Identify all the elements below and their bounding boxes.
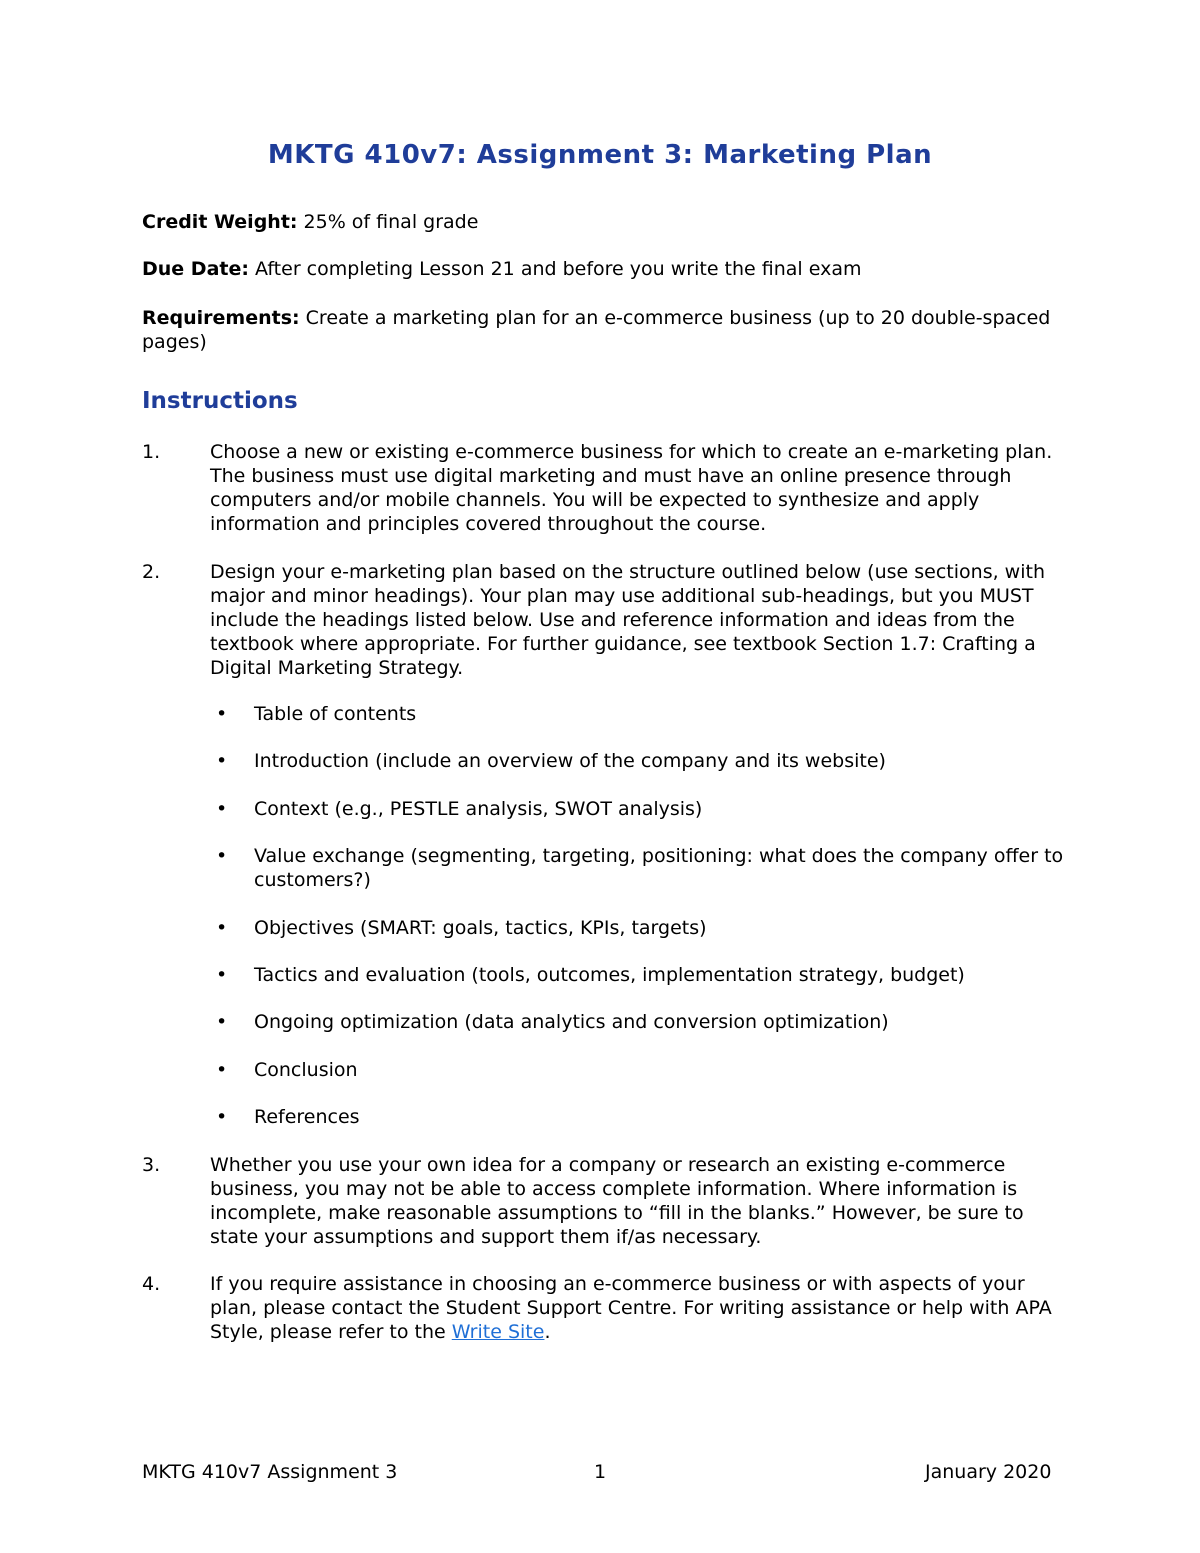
bullet-text: Ongoing optimization (data analytics and conversion optimization): [254, 1011, 889, 1033]
instruction-number: 1.: [142, 441, 161, 463]
credit-weight-value: 25% of final grade: [297, 211, 479, 233]
list-item: [210, 1058, 1070, 1082]
bullet-icon: •: [216, 798, 228, 820]
list-item: [210, 916, 1070, 940]
footer-left: MKTG 410v7 Assignment 3: [142, 1461, 398, 1483]
bullet-icon: •: [216, 750, 228, 772]
bullet-icon: •: [216, 917, 228, 939]
write-site-link[interactable]: Write Site: [451, 1321, 545, 1343]
bullet-icon: •: [216, 1059, 228, 1081]
bullet-icon: •: [216, 845, 228, 867]
bullet-text: Context (e.g., PESTLE analysis, SWOT analysis): [254, 798, 703, 820]
instruction-item-4: [142, 1272, 1072, 1344]
footer-date: January 2020: [925, 1461, 1052, 1483]
instruction-text-before-link: If you require assistance in choosing an e-commerce business or with aspects of your plan, please contact the Student Support Centre. For writing assistance or help with APA Style, please refer to the: [210, 1273, 1052, 1343]
bullet-text: Table of contents: [254, 703, 417, 725]
footer-page-number: 1: [594, 1461, 607, 1483]
requirements-label: Requirements:: [142, 307, 300, 329]
due-date-label: Due Date:: [142, 258, 249, 280]
instructions-heading: Instructions: [142, 388, 298, 414]
instruction-number: 2.: [142, 561, 161, 583]
instruction-text: Choose a new or existing e-commerce business for which to create an e-marketing plan. The business must use digital marketing and must have an online presence through computers and/or mobile channels. You will be expected to synthesize and apply information and principles covered throughout the course.: [210, 441, 1053, 535]
credit-weight-label: Credit Weight:: [142, 211, 298, 233]
bullet-text: Objectives (SMART: goals, tactics, KPIs, targets): [254, 917, 707, 939]
bullet-icon: •: [216, 703, 228, 725]
list-item: [210, 702, 1070, 726]
requirements-line: [142, 306, 1062, 354]
instruction-item-2: [142, 560, 1072, 680]
list-item: [210, 749, 1070, 773]
bullet-text: Introduction (include an overview of the company and its website): [254, 750, 886, 772]
list-item: [210, 1105, 1070, 1129]
bullet-text: Value exchange (segmenting, targeting, positioning: what does the company offer to customers?): [254, 845, 1064, 891]
list-item: [210, 844, 1070, 892]
instruction-text: Whether you use your own idea for a company or research an existing e-commerce business, you may not be able to access complete information. Where information is incomplete, make reasonable assumptions to “fill in the blanks.” However, be sure to state your assumptions and support them if/as necessary.: [210, 1154, 1024, 1248]
page-title: MKTG 410v7: Assignment 3: Marketing Plan: [267, 140, 933, 170]
requirements-value: Create a marketing plan for an e-commerce business (up to 20 double-spaced pages): [142, 307, 1051, 353]
bullet-icon: •: [216, 1106, 228, 1128]
list-item: [210, 1010, 1070, 1034]
list-item: [210, 797, 1070, 821]
bullet-icon: •: [216, 1011, 228, 1033]
bullet-icon: •: [216, 964, 228, 986]
instruction-text: [210, 1272, 1072, 1344]
instruction-text-after-link: .: [544, 1321, 551, 1343]
due-date-value: After completing Lesson 21 and before you write the final exam: [248, 258, 862, 280]
instruction-number: 4.: [142, 1273, 161, 1295]
list-item: [210, 963, 1070, 987]
instruction-item-3: [142, 1153, 1072, 1249]
instruction-item-1: [142, 440, 1072, 536]
due-date-line: [142, 257, 1062, 281]
instruction-text: Design your e-marketing plan based on the structure outlined below (use sections, with major and minor headings). Your plan may use additional sub-headings, but you MUST include the headings listed below. Use and reference information and ideas from the textbook where appropriate. For further guidance, see textbook Section 1.7: Crafting a Digital Marketing Strategy.: [210, 561, 1045, 679]
credit-weight-line: [142, 210, 1062, 234]
bullet-text: Conclusion: [254, 1059, 358, 1081]
bullet-text: References: [254, 1106, 360, 1128]
instruction-number: 3.: [142, 1154, 161, 1176]
bullet-text: Tactics and evaluation (tools, outcomes, implementation strategy, budget): [254, 964, 965, 986]
